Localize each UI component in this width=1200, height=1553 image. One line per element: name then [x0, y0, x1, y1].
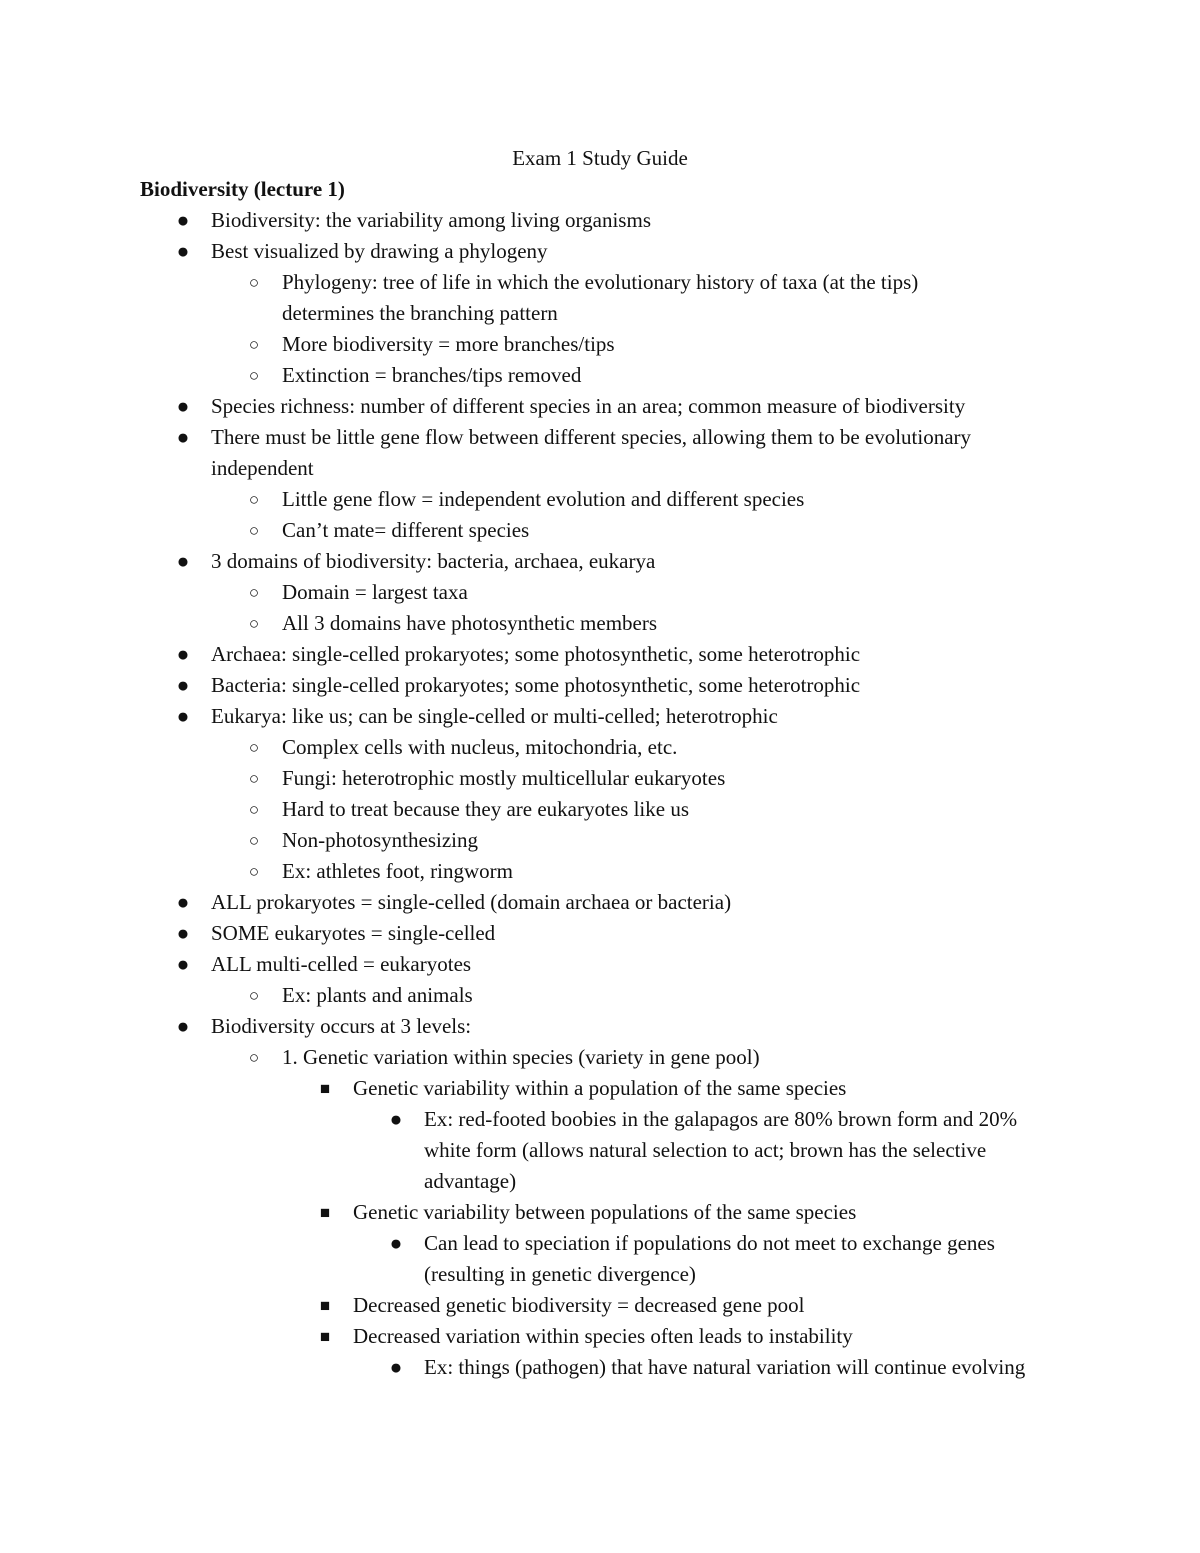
bullet-marker-icon: ●: [176, 952, 190, 976]
outline-item-level-1: [176, 546, 1071, 577]
bullet-marker-icon: ●: [389, 1107, 403, 1131]
bullet-marker-icon: ●: [176, 239, 190, 263]
section-heading: Biodiversity (lecture 1): [140, 177, 345, 201]
bullet-marker-icon: ○: [248, 366, 260, 385]
outline-item-text: All 3 domains have photosynthetic members: [282, 611, 658, 635]
outline-item-text: Domain = largest taxa: [282, 580, 468, 604]
bullet-marker-icon: ●: [389, 1355, 403, 1379]
outline-item-text: Genetic variability between populations of the same species: [353, 1200, 857, 1224]
bullet-marker-icon: ○: [248, 490, 260, 509]
outline-item-level-2: [248, 1042, 1012, 1073]
bullet-marker-icon: ●: [176, 890, 190, 914]
bullet-marker-icon: ○: [248, 769, 260, 788]
outline-item-text: Biodiversity: the variability among living organisms: [211, 208, 651, 232]
outline-item-level-2: [248, 329, 1012, 360]
outline-item-text: Eukarya: like us; can be single-celled or multi-celled; heterotrophic: [211, 704, 778, 728]
outline-item-text: Can’t mate= different species: [282, 518, 530, 542]
bullet-marker-icon: ●: [176, 921, 190, 945]
outline-item-text: 1. Genetic variation within species (variety in gene pool): [282, 1045, 760, 1069]
outline-item-text: Ex: plants and animals: [282, 983, 473, 1007]
bullet-marker-icon: ●: [176, 673, 190, 697]
outline-item-text: Decreased genetic biodiversity = decreased gene pool: [353, 1293, 805, 1317]
outline-item-level-2: [248, 515, 1012, 546]
outline-item-level-1: [176, 918, 1071, 949]
outline-item-level-2: [248, 484, 1012, 515]
bullet-marker-icon: ○: [248, 986, 260, 1005]
bullet-marker-icon: ○: [248, 335, 260, 354]
outline-item-text: Archaea: single-celled prokaryotes; some photosynthetic, some heterotrophic: [211, 642, 861, 666]
outline-item-level-2: [248, 980, 1012, 1011]
outline-item-text: There must be little gene flow between different species, allowing them to be evolutionary independent: [211, 425, 972, 480]
outline-item-text: More biodiversity = more branches/tips: [282, 332, 615, 356]
bullet-marker-icon: ●: [176, 642, 190, 666]
bullet-marker-icon: ●: [176, 394, 190, 418]
bullet-outline: [0, 205, 1200, 1383]
outline-item-level-2: [248, 360, 1012, 391]
bullet-marker-icon: ○: [248, 273, 260, 292]
bullet-marker-icon: ●: [176, 549, 190, 573]
outline-item-text: Genetic variability within a population of the same species: [353, 1076, 847, 1100]
outline-item-text: ALL prokaryotes = single-celled (domain archaea or bacteria): [211, 890, 732, 914]
outline-item-text: Ex: things (pathogen) that have natural variation will continue evolving: [424, 1355, 1026, 1379]
bullet-marker-icon: ○: [248, 614, 260, 633]
outline-item-level-1: [176, 949, 1071, 980]
bullet-marker-icon: ○: [248, 862, 260, 881]
outline-item-text: SOME eukaryotes = single-celled: [211, 921, 496, 945]
outline-item-text: Bacteria: single-celled prokaryotes; some photosynthetic, some heterotrophic: [211, 673, 861, 697]
outline-item-level-1: [176, 887, 1071, 918]
outline-item-level-1: [176, 391, 1071, 422]
outline-item-level-2: [248, 577, 1012, 608]
outline-item-level-3: [319, 1073, 993, 1104]
outline-item-text: Extinction = branches/tips removed: [282, 363, 582, 387]
outline-item-level-4: [389, 1104, 1054, 1197]
page-title: Exam 1 Study Guide: [512, 146, 688, 170]
outline-item-text: Ex: red-footed boobies in the galapagos are 80% brown form and 20% white form (allows natural selection to act; brown has the selective advantage): [424, 1107, 1018, 1193]
outline-item-text: Non-photosynthesizing: [282, 828, 478, 852]
bullet-marker-icon: ■: [319, 1327, 331, 1346]
outline-item-level-2: [248, 267, 1012, 329]
outline-item-text: Phylogeny: tree of life in which the evolutionary history of taxa (at the tips) determines the branching pattern: [282, 270, 919, 325]
outline-item-text: 3 domains of biodiversity: bacteria, archaea, eukarya: [211, 549, 656, 573]
bullet-marker-icon: ■: [319, 1079, 331, 1098]
outline-item-text: ALL multi-celled = eukaryotes: [211, 952, 472, 976]
outline-item-text: Best visualized by drawing a phylogeny: [211, 239, 548, 263]
bullet-marker-icon: ■: [319, 1203, 331, 1222]
outline-item-level-2: [248, 856, 1012, 887]
outline-item-level-1: [176, 701, 1071, 732]
outline-item-level-4: [389, 1352, 1054, 1383]
outline-item-level-4: [389, 1228, 1054, 1290]
bullet-marker-icon: ○: [248, 1048, 260, 1067]
outline-item-level-2: [248, 794, 1012, 825]
bullet-marker-icon: ○: [248, 583, 260, 602]
bullet-marker-icon: ○: [248, 521, 260, 540]
bullet-marker-icon: ○: [248, 738, 260, 757]
outline-item-level-2: [248, 732, 1012, 763]
outline-item-text: Complex cells with nucleus, mitochondria, etc.: [282, 735, 678, 759]
outline-item-level-1: [176, 1011, 1071, 1042]
outline-item-text: Hard to treat because they are eukaryotes like us: [282, 797, 689, 821]
outline-item-level-1: [176, 670, 1071, 701]
bullet-marker-icon: ●: [176, 425, 190, 449]
outline-item-text: Decreased variation within species often leads to instability: [353, 1324, 853, 1348]
bullet-marker-icon: ●: [176, 1014, 190, 1038]
bullet-marker-icon: ○: [248, 800, 260, 819]
bullet-marker-icon: ●: [176, 704, 190, 728]
outline-item-level-3: [319, 1197, 993, 1228]
outline-item-text: Can lead to speciation if populations do not meet to exchange genes (resulting in genetic divergence): [424, 1231, 995, 1286]
outline-item-level-2: [248, 825, 1012, 856]
outline-item-level-3: [319, 1290, 993, 1321]
outline-item-text: Fungi: heterotrophic mostly multicellular eukaryotes: [282, 766, 726, 790]
outline-item-level-3: [319, 1321, 993, 1352]
outline-item-level-1: [176, 236, 1071, 267]
bullet-marker-icon: ○: [248, 831, 260, 850]
outline-item-level-2: [248, 763, 1012, 794]
outline-item-level-1: [176, 422, 1071, 484]
bullet-marker-icon: ■: [319, 1296, 331, 1315]
outline-item-text: Little gene flow = independent evolution and different species: [282, 487, 805, 511]
bullet-marker-icon: ●: [176, 208, 190, 232]
outline-item-text: Biodiversity occurs at 3 levels:: [211, 1014, 472, 1038]
outline-item-text: Ex: athletes foot, ringworm: [282, 859, 513, 883]
outline-item-text: Species richness: number of different species in an area; common measure of biodiversity: [211, 394, 966, 418]
outline-item-level-2: [248, 608, 1012, 639]
bullet-marker-icon: ●: [389, 1231, 403, 1255]
outline-item-level-1: [176, 639, 1071, 670]
outline-item-level-1: [176, 205, 1071, 236]
